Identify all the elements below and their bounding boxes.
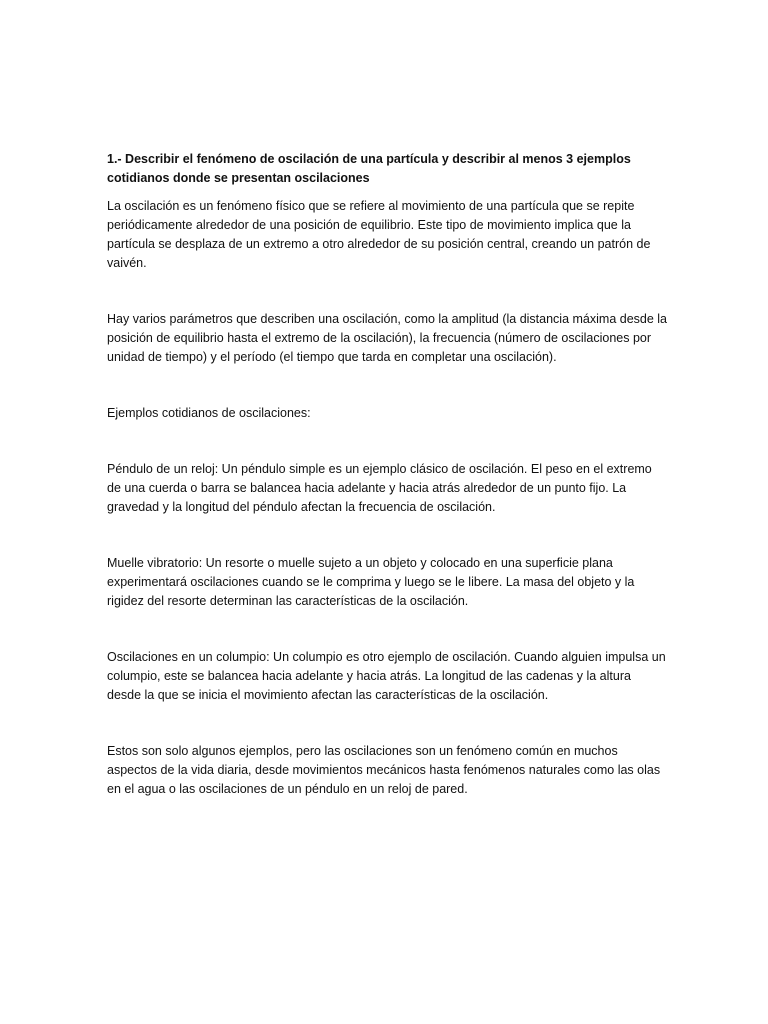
paragraph-example-spring: Muelle vibratorio: Un resorte o muelle sujeto a un objeto y colocado en una superficie plana experimentará oscilaciones cuando se le comprima y luego se le libere. La masa del objeto y la rigidez del resorte determinan las características de la oscilación. — [107, 556, 635, 608]
paragraph-examples-intro: Ejemplos cotidianos de oscilaciones: — [107, 406, 311, 420]
paragraph-example-swing: Oscilaciones en un columpio: Un columpio es otro ejemplo de oscilación. Cuando alguien impulsa un columpio, este se balancea hacia adelante y hacia atrás. La longitud de las cadenas y la altura desde la que se inicia el movimiento afectan las características de la oscilación. — [107, 650, 666, 702]
paragraph-definition: La oscilación es un fenómeno físico que se refiere al movimiento de una partícula que se repite periódicamente alrededor de una posición de equilibrio. Este tipo de movimiento implica que la partícula se desplaza de un extremo a otro alrededor de su posición central, creando un patrón de vaivén. — [107, 199, 651, 270]
paragraph-example-pendulum: Péndulo de un reloj: Un péndulo simple es un ejemplo clásico de oscilación. El peso en el extremo de una cuerda o barra se balancea hacia adelante y hacia atrás alrededor de un punto fijo. La gravedad y la longitud del péndulo afectan la frecuencia de oscilación. — [107, 462, 652, 514]
document-body — [107, 150, 667, 799]
question-heading: 1.- Describir el fenómeno de oscilación de una partícula y describir al menos 3 ejemplos cotidianos donde se presentan oscilaciones — [107, 152, 631, 185]
paragraph-parameters: Hay varios parámetros que describen una oscilación, como la amplitud (la distancia máxima desde la posición de equilibrio hasta el extremo de la oscilación), la frecuencia (número de oscilaciones por unidad de tiempo) y el período (el tiempo que tarda en completar una oscilación). — [107, 312, 667, 364]
paragraph-conclusion: Estos son solo algunos ejemplos, pero las oscilaciones son un fenómeno común en muchos aspectos de la vida diaria, desde movimientos mecánicos hasta fenómenos naturales como las olas en el agua o las oscilaciones de un péndulo en un reloj de pared. — [107, 744, 661, 796]
